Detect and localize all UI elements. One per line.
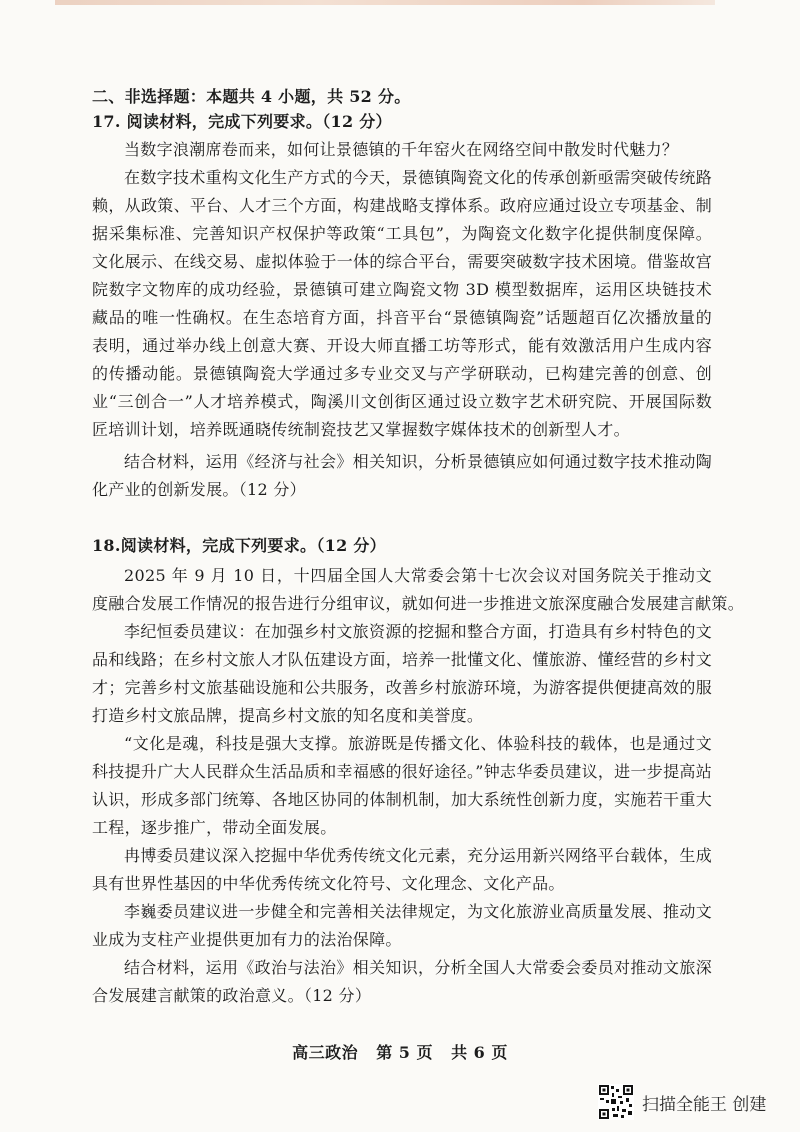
q18-line: 打造乡村文旅品牌，提高乡村文旅的知名度和美誉度。 [92, 706, 484, 725]
q18-line: 才；完善乡村文旅基础设施和公共服务，改善乡村旅游环境，为游客提供便捷高效的服 [92, 678, 712, 697]
q18-line: 冉博委员建议深入挖掘中华优秀传统文化元素，充分运用新兴网络平台载体，生成 [124, 846, 712, 865]
footer-total: 共 6 页 [451, 1043, 508, 1062]
scanner-badge-text: 扫描全能王 创建 [642, 1095, 767, 1115]
footer-subject: 高三政治 [292, 1043, 359, 1062]
q18-line: 业成为支柱产业提供更加有力的法治保障。 [92, 930, 402, 949]
q18-line: “文化是魂，科技是强大支撑。旅游既是传播文化、体验科技的载体，也是通过文 [124, 734, 712, 753]
q17-line: 表明，通过举办线上创意大赛、开设大师直播工坊等形式，能有效激活用户生成内容 [92, 336, 712, 355]
q18-question: 结合材料，运用《政治与法治》相关知识，分析全国人大常委会委员对推动文旅深 [124, 958, 712, 977]
q17-line: 据采集标准、完善知识产权保护等政策“工具包”，为陶瓷文化数字化提供制度保障。 [92, 224, 712, 243]
q18-question-cont: 合发展建言献策的政治意义。（12 分） [92, 986, 372, 1005]
scanner-badge [598, 1084, 798, 1120]
q18-line: 度融合发展工作情况的报告进行分组审议，就如何进一步推进文旅深度融合发展建言献策。 [92, 594, 745, 613]
footer-page: 第 5 页 [376, 1043, 433, 1062]
q17-title: 17. 阅读材料，完成下列要求。（12 分） [92, 112, 392, 131]
q17-line-intro: 当数字浪潮席卷而来，如何让景德镇的千年窑火在网络空间中散发时代魅力？ [124, 140, 679, 159]
q17-line: 在数字技术重构文化生产方式的今天，景德镇陶瓷文化的传承创新亟需突破传统路 [124, 168, 712, 187]
q18-line: 李巍委员建议进一步健全和完善相关法律规定，为文化旅游业高质量发展、推动文 [124, 902, 712, 921]
qr-code-icon [598, 1084, 634, 1120]
q18-line: 李纪恒委员建议：在加强乡村文旅资源的挖掘和整合方面，打造具有乡村特色的文 [124, 622, 712, 641]
q17-line: 藏品的唯一性确权。在生态培育方面，抖音平台“景德镇陶瓷”话题超百亿次播放量的 [92, 308, 712, 327]
q18-line: 具有世界性基因的中华优秀传统文化符号、文化理念、文化产品。 [92, 874, 565, 893]
q17-question-cont: 化产业的创新发展。（12 分） [92, 480, 306, 499]
q18-line: 品和线路；在乡村文旅人才队伍建设方面，培养一批懂文化、懂旅游、懂经营的乡村文 [92, 650, 712, 669]
q17-line: 赖，从政策、平台、人才三个方面，构建战略支撑体系。政府应通过设立专项基金、制 [92, 196, 712, 215]
page-footer [0, 1040, 800, 1063]
q17-line: 的传播动能。景德镇陶瓷大学通过多专业交叉与产学研联动，已构建完善的创意、创 [92, 364, 712, 383]
q18-line: 认识，形成多部门统筹、各地区协同的体制机制，加大系统性创新力度，实施若干重大 [92, 790, 712, 809]
q18-title: 18.阅读材料，完成下列要求。（12 分） [92, 536, 386, 555]
q17-question: 结合材料，运用《经济与社会》相关知识，分析景德镇应如何通过数字技术推动陶 [124, 452, 712, 471]
q17-line: 匠培训计划，培养既通晓传统制瓷技艺又掌握数字媒体技术的创新型人才。 [92, 420, 630, 439]
q17-line: 院数字文物库的成功经验，景德镇可建立陶瓷文物 3D 模型数据库，运用区块链技术 [92, 280, 712, 299]
q18-line: 科技提升广大人民群众生活品质和幸福感的很好途径。”钟志华委员建议，进一步提高站 [92, 762, 712, 781]
q18-line: 工程，逐步推广，带动全面发展。 [92, 818, 337, 837]
q17-line: 文化展示、在线交易、虚拟体验于一体的综合平台，需要突破数字技术困境。借鉴故宫 [92, 252, 712, 271]
section-header: 二、非选择题：本题共 4 小题，共 52 分。 [92, 87, 411, 106]
q18-line: 2025 年 9 月 10 日，十四届全国人大常委会第十七次会议对国务院关于推动文 [124, 566, 712, 585]
q17-line: 业“三创合一”人才培养模式，陶溪川文创街区通过设立数字艺术研究院、开展国际数 [92, 392, 712, 411]
